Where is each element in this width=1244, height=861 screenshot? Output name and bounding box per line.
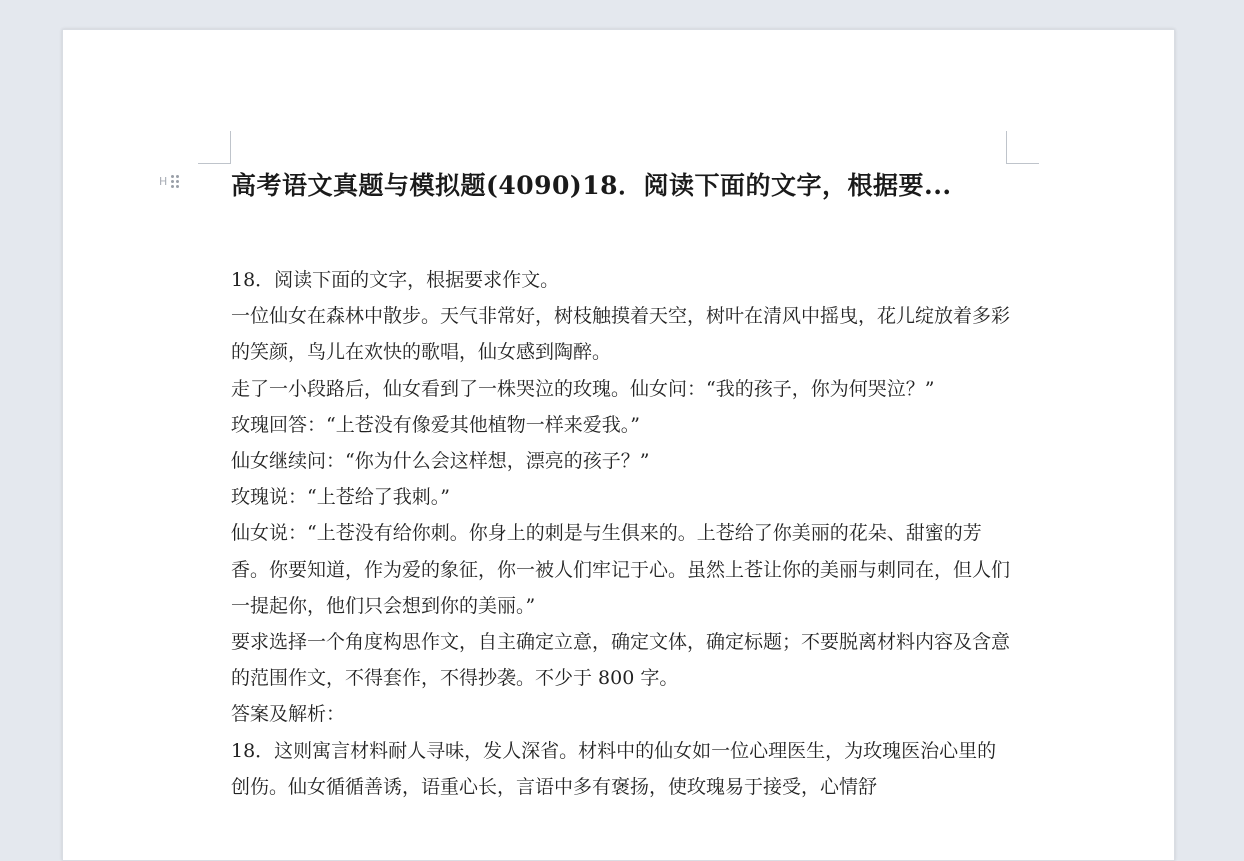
paragraph[interactable]: 一位仙女在森林中散步。天气非常好，树枝触摸着天空，树叶在清风中摇曳，花儿绽放着多彩的笑颜，鸟儿在欢快的歌唱，仙女感到陶醉。: [231, 305, 1011, 364]
paragraph[interactable]: 18．这则寓言材料耐人寻味，发人深省。材料中的仙女如一位心理医生，为玫瑰医治心里的创伤。仙女循循善诱，语重心长，言语中多有褒扬，使玫瑰易于接受，心情舒: [231, 739, 997, 798]
paragraph[interactable]: 仙女继续问：“你为什么会这样想，漂亮的孩子？”: [231, 450, 650, 473]
paragraph[interactable]: 仙女说：“上苍没有给你刺。你身上的刺是与生俱来的。上苍给了你美丽的花朵、甜蜜的芳香。你要知道，作为爱的象征，你一被人们牢记于心。虽然上苍让你的美丽与刺同在，但人们一提起你，他们只会想到你的美丽。”: [231, 522, 1011, 617]
document-title[interactable]: 高考语文真题与模拟题(4090)18．阅读下面的文字，根据要...: [231, 171, 952, 200]
document-page: [62, 29, 1175, 861]
paragraph[interactable]: 要求选择一个角度构思作文，自主确定立意，确定文体，确定标题；不要脱离材料内容及含意的范围作文，不得套作，不得抄袭。不少于 800 字。: [231, 631, 1011, 690]
margin-corner-top-right: [1006, 131, 1039, 164]
heading-block-handle[interactable]: [159, 175, 179, 188]
heading-marker-icon: H: [159, 175, 168, 188]
paragraph[interactable]: 玫瑰回答：“上苍没有像爱其他植物一样来爱我。”: [231, 413, 640, 436]
paragraph[interactable]: 走了一小段路后，仙女看到了一株哭泣的玫瑰。仙女问：“我的孩子，你为何哭泣？”: [231, 377, 935, 400]
paragraph[interactable]: 玫瑰说：“上苍给了我刺。”: [231, 486, 450, 509]
paragraph[interactable]: 答案及解析：: [231, 703, 346, 726]
drag-handle-icon[interactable]: [171, 175, 179, 188]
paragraph[interactable]: 18．阅读下面的文字，根据要求作文。: [231, 269, 560, 291]
document-body[interactable]: [231, 262, 1011, 805]
margin-corner-top-left: [198, 131, 231, 164]
